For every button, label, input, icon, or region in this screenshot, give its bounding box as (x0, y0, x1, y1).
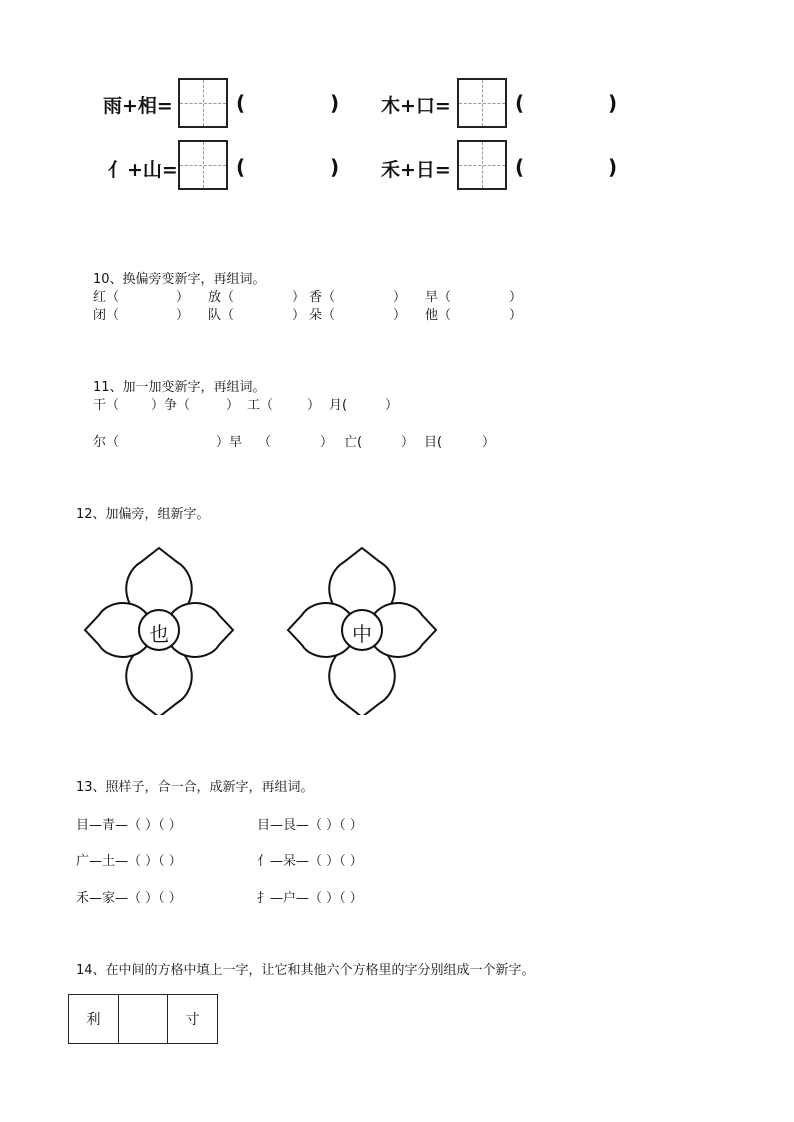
grid-cell-right: 寸 (167, 994, 218, 1044)
q10-paren: ） (509, 290, 523, 305)
q13-item: 扌—户—（ ）（ ） (257, 891, 363, 906)
q10-char: 闭（ (93, 308, 120, 323)
q11-item: （ (258, 435, 272, 450)
q10-paren: ） (393, 290, 407, 305)
q10-paren: ） (292, 308, 306, 323)
character-grid (68, 994, 218, 1044)
paren-close: ) (330, 155, 340, 179)
grid-cell-left: 利 (68, 994, 119, 1044)
question-12-title: 12、加偏旁，组新字。 (76, 507, 210, 522)
q10-char: 朵（ (309, 308, 336, 323)
q13-item: 目—青—（ ）（ ） (76, 818, 182, 833)
q13-item: 亻—呆—（ ）（ ） (257, 854, 363, 869)
paren-open: ( (515, 155, 525, 179)
q13-item: 广—土—（ ）（ ） (76, 854, 182, 869)
tianzige-box[interactable] (457, 78, 507, 128)
paren-close: ) (330, 91, 340, 115)
q10-char: 放（ (208, 290, 235, 305)
q11-item: ） (307, 398, 321, 413)
q11-item: 工（ (247, 398, 274, 413)
paren-close: ) (608, 155, 618, 179)
q11-item: ）争（ (151, 398, 191, 413)
paren-close: ) (608, 91, 618, 115)
equation-right-1: 木+口= (381, 95, 451, 117)
paren-open: ( (236, 91, 246, 115)
q11-item: 尔（ (93, 435, 120, 450)
flower-center-char: 中 (352, 622, 372, 646)
grid-cell-center[interactable] (118, 994, 168, 1044)
flower-center-char: 也 (149, 622, 169, 646)
q10-char: 他（ (425, 308, 452, 323)
equation-left-2: 亻+山= (108, 159, 178, 181)
q11-item: ） (226, 398, 240, 413)
q10-paren: ） (292, 290, 306, 305)
q10-paren: ） (176, 290, 190, 305)
question-11-title: 11、加一加变新字，再组词。 (93, 380, 266, 395)
q11-item: ） (320, 435, 334, 450)
paren-open: ( (515, 91, 525, 115)
q13-item: 目—艮—（ ）（ ） (257, 818, 363, 833)
q10-char: 队（ (208, 308, 235, 323)
q10-paren: ） (509, 308, 523, 323)
q10-paren: ） (393, 308, 407, 323)
q13-item: 禾—家—（ ）（ ） (76, 891, 182, 906)
q11-item: ）早 (216, 435, 243, 450)
q10-paren: ） (176, 308, 190, 323)
paren-open: ( (236, 155, 246, 179)
q11-item: 目( (424, 435, 443, 450)
equation-right-2: 禾+日= (381, 159, 451, 181)
q11-item: 月( (329, 398, 348, 413)
equation-left-1: 雨+相= (103, 95, 173, 117)
q11-item: 干（ (93, 398, 120, 413)
tianzige-box[interactable] (178, 78, 228, 128)
tianzige-box[interactable] (457, 140, 507, 190)
q11-item: ） (401, 435, 415, 450)
question-14-title: 14、在中间的方格中填上一字，让它和其他六个方格里的字分别组成一个新字。 (76, 963, 535, 978)
q11-item: 亡( (344, 435, 363, 450)
q11-item: ） (385, 398, 399, 413)
q10-char: 早（ (425, 290, 452, 305)
question-13-title: 13、照样子，合一合，成新字，再组词。 (76, 780, 314, 795)
question-10-title: 10、换偏旁变新字，再组词。 (93, 272, 266, 287)
q11-item: ） (482, 435, 496, 450)
q10-char: 红（ (93, 290, 120, 305)
q10-char: 香（ (309, 290, 336, 305)
tianzige-box[interactable] (178, 140, 228, 190)
